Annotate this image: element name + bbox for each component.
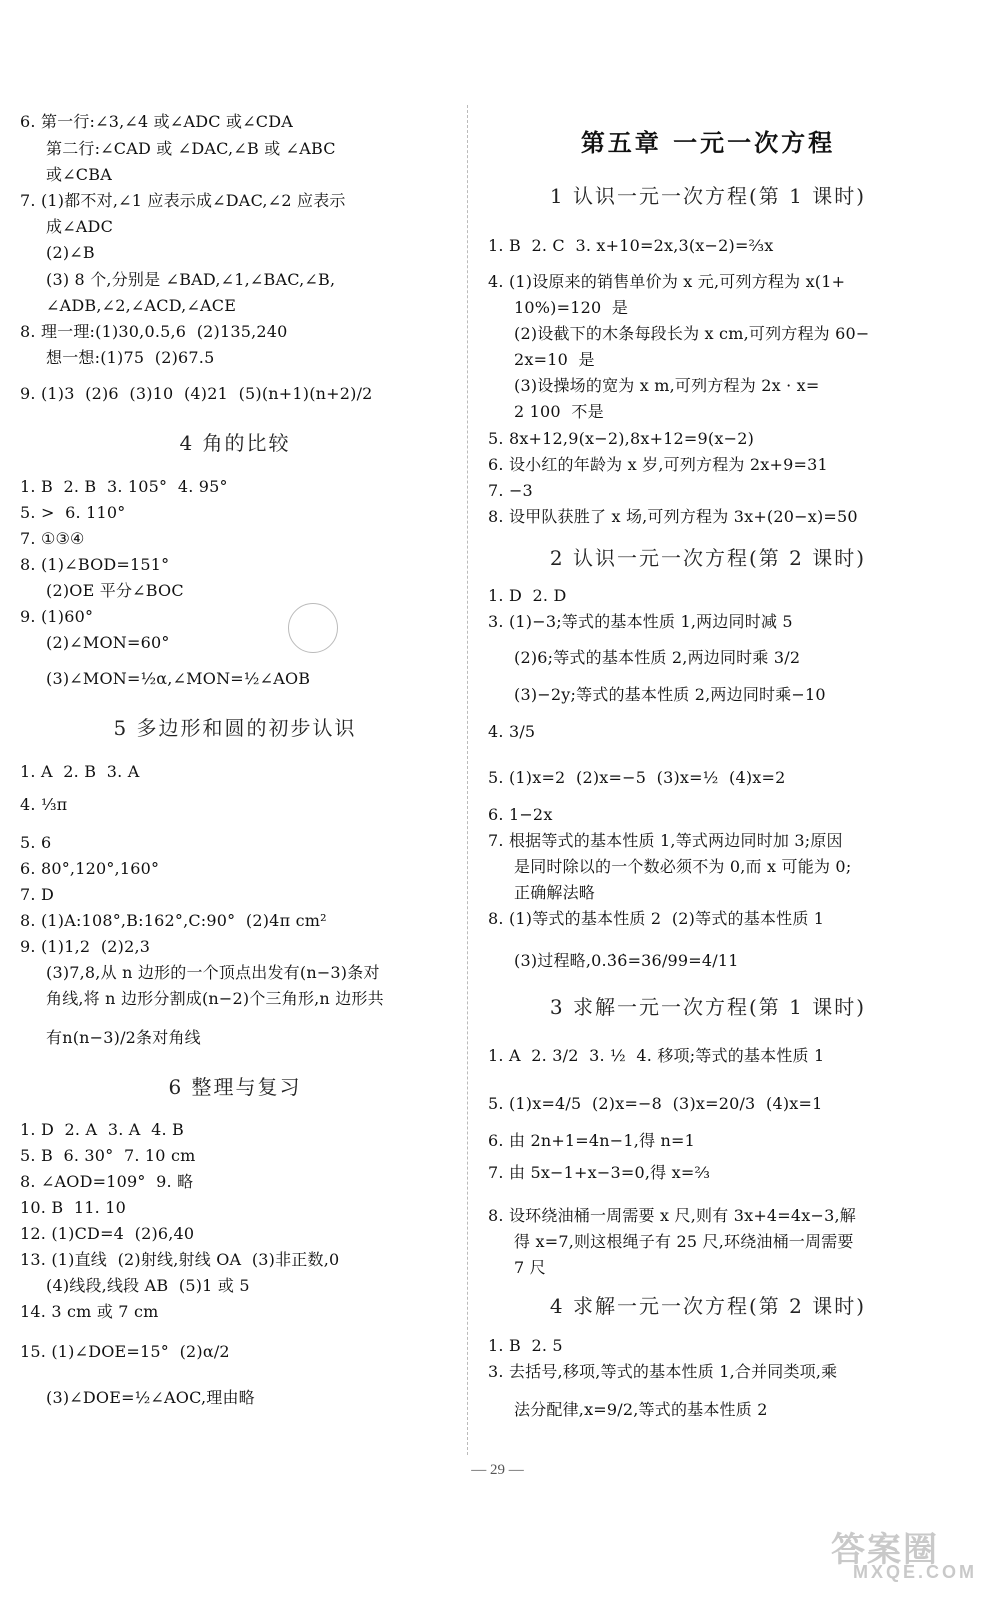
answer-line: ∠ADB,∠2,∠ACD,∠ACE: [46, 296, 237, 315]
answer-line: 8. 理一理:(1)30,0.5,6 (2)135,240: [20, 322, 288, 341]
answer-line: (3)7,8,从 n 边形的一个顶点出发有(n−3)条对: [46, 963, 380, 982]
answer-line: 6. 由 2n+1=4n−1,得 n=1: [488, 1131, 696, 1150]
answer-line: 3. (1)−3;等式的基本性质 1,两边同时减 5: [488, 612, 793, 631]
answer-line: 1. D 2. A 3. A 4. B: [20, 1120, 185, 1139]
answer-line: 2 100 不是: [514, 402, 604, 421]
answer-line: 5. (1)x=2 (2)x=−5 (3)x=½ (4)x=2: [488, 768, 786, 787]
answer-line: 得 x=7,则这根绳子有 25 尺,环绕油桶一周需要: [514, 1232, 854, 1251]
answer-line: 7. −3: [488, 481, 533, 500]
answer-line: 第二行:∠CAD 或 ∠DAC,∠B 或 ∠ABC: [46, 139, 336, 158]
answer-line: 7. 根据等式的基本性质 1,等式两边同时加 3;原因: [488, 831, 843, 850]
section-heading: 6 整理与复习: [168, 1075, 302, 1099]
answer-line: 10%)=120 是: [514, 298, 629, 317]
answer-line: 6. 1−2x: [488, 805, 553, 824]
answer-line: 8. 设环绕油桶一周需要 x 尺,则有 3x+4=4x−3,解: [488, 1206, 856, 1225]
answer-line: 7. 由 5x−1+x−3=0,得 x=⅔: [488, 1163, 711, 1182]
watermark-line-2: MXQE.COM: [853, 1562, 978, 1582]
answer-line: 7 尺: [514, 1258, 546, 1277]
answer-line: (3)过程略,0.3̇6̇=36/99=4/11: [514, 951, 739, 970]
answer-line: 8. (1)∠BOD=151°: [20, 555, 170, 574]
section-heading: 2 认识一元一次方程(第 2 课时): [549, 546, 867, 570]
answer-line: 4. ⅓π: [20, 795, 68, 814]
answer-line: 5. 6: [20, 833, 52, 852]
answer-line: 9. (1)60°: [20, 607, 94, 626]
answer-line: 9. (1)3 (2)6 (3)10 (4)21 (5)(n+1)(n+2)/2: [20, 384, 373, 403]
section-heading: 4 求解一元一次方程(第 2 课时): [549, 1294, 867, 1318]
answer-line: 8. (1)A:108°,B:162°,C:90° (2)4π cm²: [20, 911, 327, 930]
answer-line: 角线,将 n 边形分割成(n−2)个三角形,n 边形共: [46, 989, 384, 1008]
answer-line: 14. 3 cm 或 7 cm: [20, 1302, 159, 1321]
answer-line: 13. (1)直线 (2)射线,射线 OA (3)非正数,0: [20, 1250, 340, 1269]
answer-line: 想一想:(1)75 (2)67.5: [46, 348, 215, 367]
answer-line: 1. D 2. D: [488, 586, 567, 605]
answer-line: 8. ∠AOD=109° 9. 略: [20, 1172, 194, 1191]
answer-line: 7. ①③④: [20, 529, 85, 548]
answer-line: (2)∠MON=60°: [46, 633, 170, 652]
answer-line: (2)∠B: [46, 243, 95, 262]
answer-line: 1. A 2. 3/2 3. ½ 4. 移项;等式的基本性质 1: [488, 1046, 825, 1065]
answer-line: 10. B 11. 10: [20, 1198, 126, 1217]
chapter-title: 第五章 一元一次方程: [580, 128, 836, 157]
answer-line: 1. B 2. B 3. 105° 4. 95°: [20, 477, 228, 496]
answer-line: 15. (1)∠DOE=15° (2)α/2: [20, 1342, 230, 1361]
answer-line: 7. (1)都不对,∠1 应表示成∠DAC,∠2 应表示: [20, 191, 346, 210]
answer-line: 4. (1)设原来的销售单价为 x 元,可列方程为 x(1+: [488, 272, 846, 291]
section-heading: 3 求解一元一次方程(第 1 课时): [549, 995, 867, 1019]
answer-line: 6. 第一行:∠3,∠4 或∠ADC 或∠CDA: [20, 112, 294, 131]
answer-line: (4)线段,线段 AB (5)1 或 5: [46, 1276, 250, 1295]
answer-line: 7. D: [20, 885, 54, 904]
page-number: — 29 —: [471, 1462, 524, 1478]
answer-line: 8. (1)等式的基本性质 2 (2)等式的基本性质 1: [488, 909, 825, 928]
column-divider: [467, 105, 468, 1455]
answer-line: 成∠ADC: [46, 217, 114, 236]
answer-line: 9. (1)1,2 (2)2,3: [20, 937, 151, 956]
answer-line: 正确解法略: [514, 883, 596, 902]
answer-line: (3)∠DOE=½∠AOC,理由略: [46, 1388, 255, 1407]
answer-line: (3)∠MON=½α,∠MON=½∠AOB: [46, 669, 311, 688]
section-heading: 5 多边形和圆的初步认识: [113, 716, 357, 740]
answer-line: 12. (1)CD=4 (2)6,40: [20, 1224, 195, 1243]
watermark-line-1: 答案圈: [831, 1531, 939, 1569]
answer-line: 6. 设小红的年龄为 x 岁,可列方程为 2x+9=31: [488, 455, 828, 474]
answer-line: 8. 设甲队获胜了 x 场,可列方程为 3x+(20−x)=50: [488, 507, 858, 526]
section-heading: 4 角的比较: [179, 431, 291, 455]
answer-line: (2)设截下的木条每段长为 x cm,可列方程为 60−: [514, 324, 870, 343]
answer-line: 5. B 6. 30° 7. 10 cm: [20, 1146, 196, 1165]
answer-line: 1. A 2. B 3. A: [20, 762, 140, 781]
faint-stamp: [288, 603, 338, 653]
watermark-logo: [831, 1522, 981, 1582]
answer-line: (3)−2y;等式的基本性质 2,两边同时乘−10: [514, 685, 826, 704]
answer-line: (3)设操场的宽为 x m,可列方程为 2x · x=: [514, 376, 820, 395]
answer-line: 法分配律,x=9/2,等式的基本性质 2: [514, 1400, 768, 1419]
answer-line: 5. (1)x=4/5 (2)x=−8 (3)x=20/3 (4)x=1: [488, 1094, 823, 1113]
answer-line: 是同时除以的一个数必须不为 0,而 x 可能为 0;: [514, 857, 852, 876]
answer-line: (3) 8 个,分别是 ∠BAD,∠1,∠BAC,∠B,: [46, 270, 336, 289]
answer-line: 3. 去括号,移项,等式的基本性质 1,合并同类项,乘: [488, 1362, 838, 1381]
answer-line: 1. B 2. 5: [488, 1336, 563, 1355]
section-heading: 1 认识一元一次方程(第 1 课时): [549, 184, 867, 208]
answer-line: 5. > 6. 110°: [20, 503, 126, 522]
answer-line: 或∠CBA: [46, 165, 112, 184]
answer-line: 有n(n−3)/2条对角线: [46, 1028, 201, 1047]
answer-line: 1. B 2. C 3. x+10=2x,3(x−2)=⅔x: [488, 236, 774, 255]
answer-line: (2)OE 平分∠BOC: [46, 581, 184, 600]
answer-line: 5. 8x+12,9(x−2),8x+12=9(x−2): [488, 429, 755, 448]
answer-line: 2x=10 是: [514, 350, 595, 369]
answer-line: (2)6;等式的基本性质 2,两边同时乘 3/2: [514, 648, 801, 667]
answer-line: 6. 80°,120°,160°: [20, 859, 160, 878]
answer-line: 4. 3/5: [488, 722, 536, 741]
